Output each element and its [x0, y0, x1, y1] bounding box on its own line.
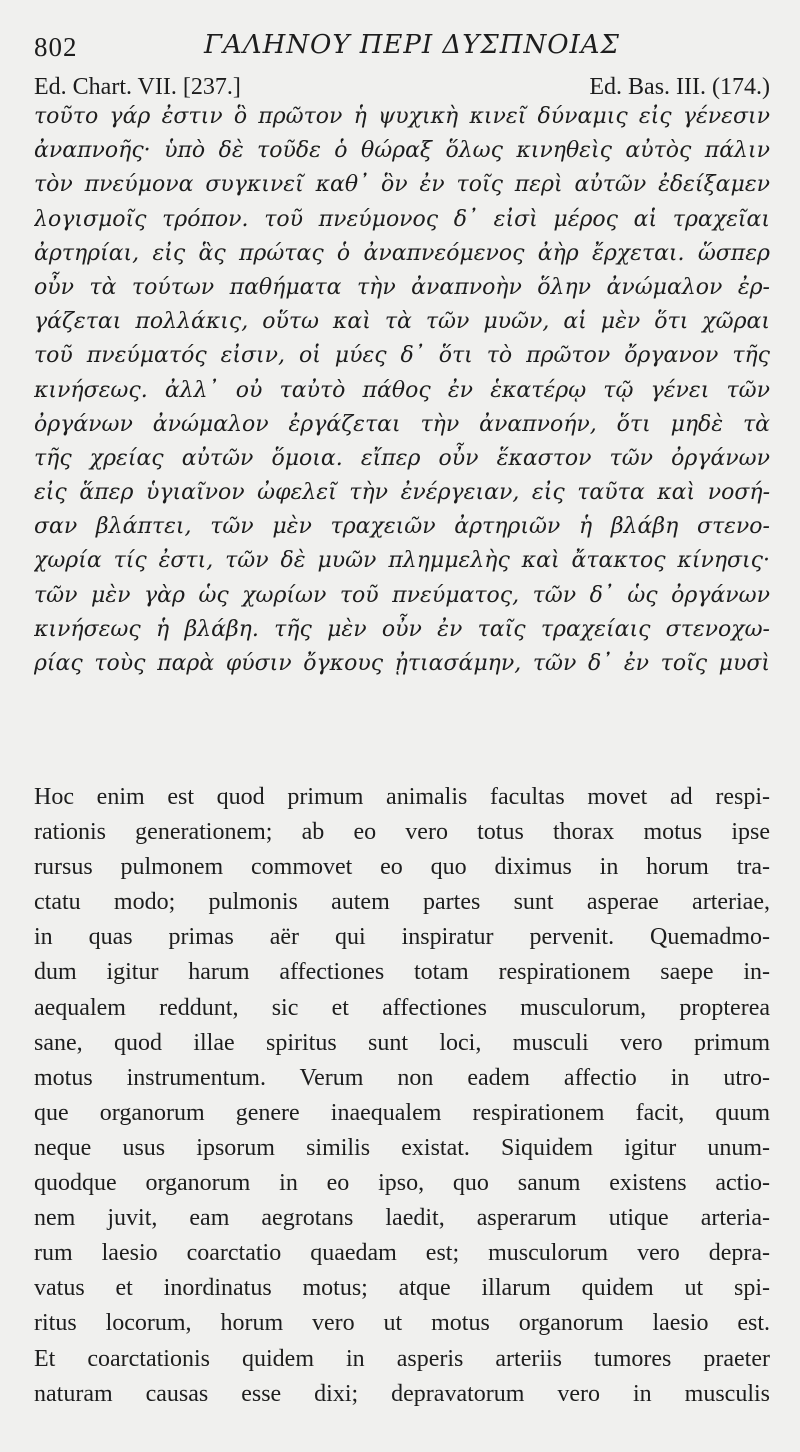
greek-text-line: τοῦ πνεύματός εἰσιν, οἱ μύες δ᾽ ὅτι τὸ πρῶτον ὄργανον τῆς [34, 343, 770, 369]
latin-text-line: ctatu modo; pulmonis autem partes sunt asperae arteriae, [34, 889, 770, 916]
latin-text-line: rationis generationem; ab eo vero totus thorax motus ipse [34, 819, 770, 846]
latin-text-line: dum igitur harum affectiones totam respirationem saepe in- [34, 959, 770, 986]
greek-text-line: χωρία τίς ἐστι, τῶν δὲ μυῶν πλημμελὴς καὶ ἄτακτος κίνησις· [34, 548, 770, 574]
latin-text-line: quodque organorum in eo ipso, quo sanum existens actio- [34, 1170, 770, 1197]
latin-text-line: ritus locorum, horum vero ut motus organorum laesio est. [34, 1310, 770, 1337]
latin-translation-block [34, 780, 770, 1412]
latin-text-line: Hoc enim est quod primum animalis facultas movet ad respi- [34, 784, 770, 810]
greek-text-line: τὸν πνεύμονα συγκινεῖ καθ᾽ ὃν ἐν τοῖς περὶ αὐτῶν ἐδείξαμεν [34, 172, 770, 198]
greek-text-line: ἀναπνοῆς· ὑπὸ δὲ τοῦδε ὁ θώραξ ὅλως κινηθεὶς αὐτὸς πάλιν [34, 138, 770, 164]
latin-text-line: que organorum genere inaequalem respirationem facit, quum [34, 1099, 770, 1126]
page-number: 802 [34, 32, 78, 62]
greek-text-line: ἀρτηρίαι, εἰς ἃς πρώτας ὁ ἀναπνεόμενος ἀὴρ ἔρχεται. ὥσπερ [34, 240, 770, 266]
greek-text-line: κινήσεως. ἀλλ᾽ οὐ ταὐτὸ πάθος ἐν ἑκατέρῳ τῷ γένει τῶν [34, 377, 770, 403]
latin-text-line: rum laesio coarctatio quaedam est; musculorum vero depra- [34, 1240, 770, 1267]
running-title: ΓΑΛΗΝΟΥ ΠΕΡΙ ΔΥΣΠΝΟΙΑΣ [204, 30, 620, 60]
latin-text-line: in quas primas aër qui inspiratur pervenit. Quemadmo- [34, 924, 770, 951]
greek-text-line: σαν βλάπτει, τῶν μὲν τραχειῶν ἀρτηριῶν ἡ βλάβη στενο- [34, 514, 770, 540]
latin-text-line: neque usus ipsorum similis existat. Siquidem igitur unum- [34, 1134, 770, 1161]
greek-text-line: οὖν τὰ τούτων παθήματα τὴν ἀναπνοὴν ὅλην ἀνώμαλον ἐρ- [34, 274, 770, 300]
greek-text-line: γάζεται πολλάκις, οὕτω καὶ τὰ τῶν μυῶν, αἱ μὲν ὅτι χῶραι [34, 309, 770, 335]
greek-text-line: τοῦτο γάρ ἐστιν ὃ πρῶτον ἡ ψυχικὴ κινεῖ δύναμις εἰς γένεσιν [34, 104, 770, 129]
greek-text-line: τῶν μὲν γὰρ ὡς χωρίων τοῦ πνεύματος, τῶν δ᾽ ὡς ὀργάνων [34, 582, 770, 608]
latin-text-line: nem juvit, eam aegrotans laedit, asperarum utique arteria- [34, 1205, 770, 1232]
latin-text-line: aequalem reddunt, sic et affectiones musculorum, propterea [34, 994, 770, 1021]
latin-text-line: Et coarctationis quidem in asperis arteriis tumores praeter [34, 1345, 770, 1372]
greek-text-line: ὀργάνων ἀνώμαλον ἐργάζεται τὴν ἀναπνοήν, ὅτι μηδὲ τὰ [34, 411, 770, 437]
greek-text-line: εἰς ἅπερ ὑγιαῖνον ὠφελεῖ τὴν ἐνέργειαν, εἰς ταῦτα καὶ νοσή- [34, 480, 770, 506]
latin-text-line: vatus et inordinatus motus; atque illarum quidem ut spi- [34, 1275, 770, 1302]
latin-text-line: naturam causas esse dixi; depravatorum vero in musculis [34, 1380, 770, 1407]
greek-text-line: λογισμοῖς τρόπον. τοῦ πνεύμονος δ᾽ εἰσὶ μέρος αἱ τραχεῖαι [34, 206, 770, 232]
edition-chart-reference: Ed. Chart. VII. [237.] [34, 74, 241, 100]
greek-text-line: τῆς χρείας αὐτῶν ὅμοια. εἴπερ οὖν ἕκαστον τῶν ὀργάνων [34, 445, 770, 471]
latin-text-line: motus instrumentum. Verum non eadem affectio in utro- [34, 1064, 770, 1091]
latin-text-line: sane, quod illae spiritus sunt loci, musculi vero primum [34, 1029, 770, 1056]
running-head [34, 28, 770, 68]
latin-text-line: rursus pulmonem commovet eo quo diximus in horum tra- [34, 854, 770, 881]
greek-text-line: ρίας τοὺς παρὰ φύσιν ὄγκους ᾐτιασάμην, τῶν δ᾽ ἐν τοῖς μυσὶ [34, 651, 770, 676]
greek-text-block [34, 100, 770, 681]
greek-text-line: κινήσεως ἡ βλάβη. τῆς μὲν οὖν ἐν ταῖς τραχείαις στενοχω- [34, 616, 770, 642]
edition-basel-reference: Ed. Bas. III. (174.) [589, 74, 770, 100]
